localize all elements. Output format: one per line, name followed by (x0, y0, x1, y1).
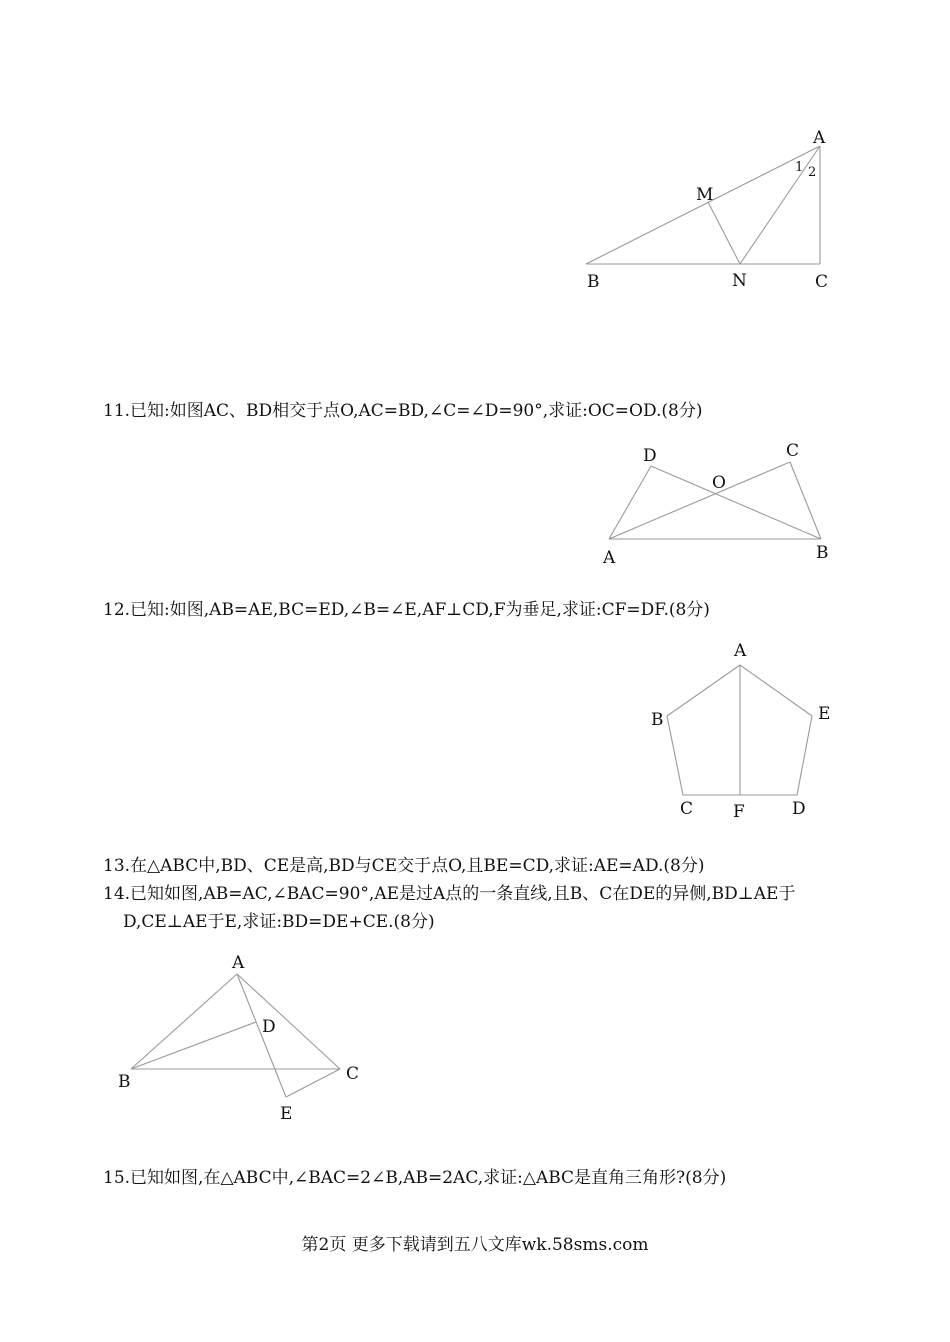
segment-ac (237, 974, 340, 1069)
label-a: A (603, 548, 616, 568)
segment-ac (609, 462, 790, 539)
label-n: N (732, 271, 747, 291)
label-b: B (118, 1072, 131, 1092)
label-c: C (680, 799, 694, 819)
question-14-line-2: D,CE⊥AE于E,求证:BD=DE+CE.(8分) (123, 912, 435, 932)
page-footer: 第2页 更多下载请到五八文库wk.58sms.com (301, 1235, 649, 1255)
label-c: C (786, 441, 800, 461)
segment-ba (586, 146, 820, 264)
segment-ba (131, 974, 237, 1069)
label-c: C (815, 272, 829, 292)
label-o: O (712, 473, 726, 493)
question-15: 15.已知如图,在△ABC中,∠BAC=2∠B,AB=2AC,求证:△ABC是直角三角形?(8分) (103, 1168, 727, 1188)
label-m: M (696, 185, 714, 205)
label-a: A (734, 641, 747, 661)
figure-14-lines (131, 974, 340, 1097)
figure-10-lines (586, 146, 820, 264)
label-angle-2: 2 (808, 165, 817, 180)
label-c: C (346, 1064, 360, 1084)
segment-na (740, 146, 820, 264)
question-13: 13.在△ABC中,BD、CE是高,BD与CE交于点O,且BE=CD,求证:AE=AD.(8分) (103, 856, 705, 876)
label-f: F (733, 802, 745, 822)
question-14-line-1: 14.已知如图,AB=AC,∠BAC=90°,AE是过A点的一条直线,且B、C在DE的异侧,BD⊥AE于 (103, 884, 796, 904)
segment-ec (286, 1069, 340, 1097)
figure-12-lines (667, 665, 812, 795)
label-b: B (651, 710, 664, 730)
label-d: D (792, 799, 806, 819)
label-d: D (643, 446, 657, 466)
segment-bd (131, 1022, 256, 1069)
label-a: A (232, 953, 245, 973)
segment-ad (609, 466, 651, 539)
question-11: 11.已知:如图AC、BD相交于点O,AC=BD,∠C=∠D=90°,求证:OC=OD.(8分) (103, 401, 703, 421)
label-e: E (280, 1104, 293, 1124)
label-a: A (813, 128, 826, 148)
label-b: B (816, 543, 829, 563)
label-d: D (262, 1017, 276, 1037)
label-angle-1: 1 (795, 160, 804, 175)
segment-mn (708, 202, 740, 264)
question-12: 12.已知:如图,AB=AE,BC=ED,∠B=∠E,AF⊥CD,F为垂足,求证:CF=DF.(8分) (103, 600, 710, 620)
label-b: B (587, 272, 600, 292)
label-e: E (818, 704, 831, 724)
